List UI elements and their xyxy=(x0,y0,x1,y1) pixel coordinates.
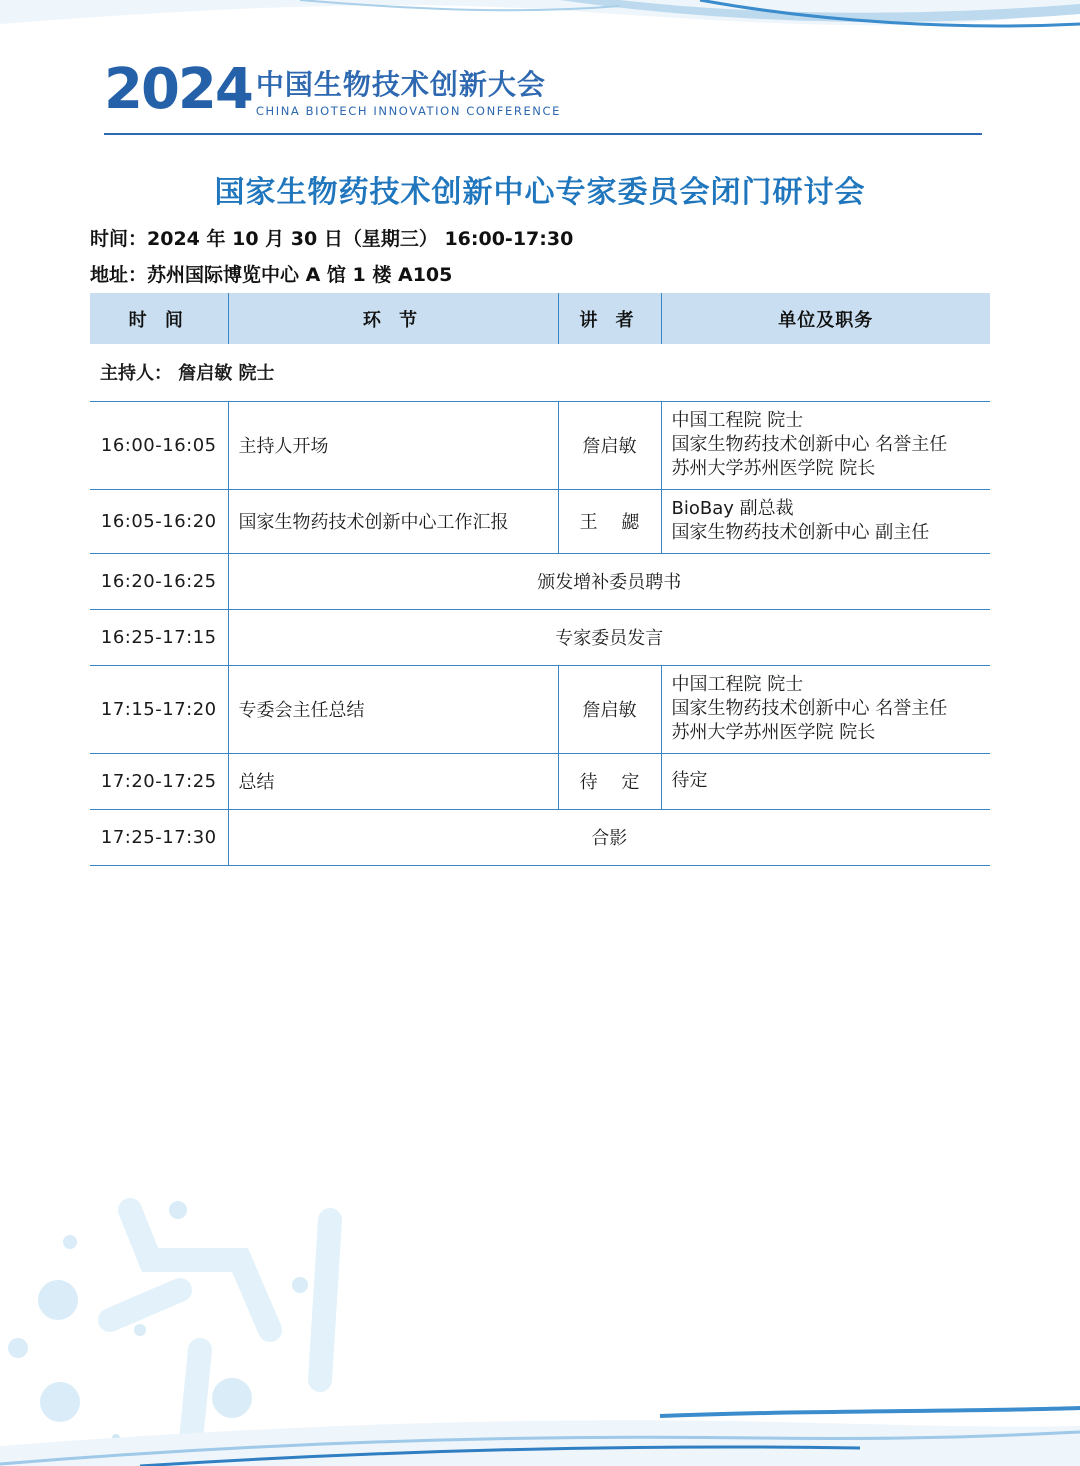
row-time: 16:00-16:05 xyxy=(90,401,228,489)
table-row xyxy=(90,665,990,753)
table-row xyxy=(90,401,990,489)
row-organization xyxy=(661,401,990,489)
org-line: 国家生物药技术创新中心 副主任 xyxy=(671,522,930,543)
header-segment: 环 节 xyxy=(228,293,558,344)
conference-logo xyxy=(104,57,562,122)
logo-text xyxy=(256,70,561,118)
row-segment: 合影 xyxy=(228,809,990,865)
table-header-row xyxy=(90,293,990,344)
row-organization xyxy=(661,753,990,809)
header-time: 时 间 xyxy=(90,293,228,344)
row-segment: 专家委员发言 xyxy=(228,609,990,665)
host-row xyxy=(90,344,990,401)
row-organization xyxy=(661,489,990,553)
top-wave-decoration xyxy=(0,0,1080,60)
org-line: 苏州大学苏州医学院 院长 xyxy=(671,722,876,743)
row-segment: 国家生物药技术创新中心工作汇报 xyxy=(228,489,558,553)
org-line: 苏州大学苏州医学院 院长 xyxy=(671,458,876,479)
row-speaker: 王 勰 xyxy=(558,489,661,553)
row-time: 16:20-16:25 xyxy=(90,553,228,609)
org-line: 中国工程院 院士 xyxy=(671,674,804,695)
logo-title-en: CHINA BIOTECH INNOVATION CONFERENCE xyxy=(255,104,562,118)
header-speaker: 讲 者 xyxy=(558,293,661,344)
row-speaker: 詹启敏 xyxy=(558,665,661,753)
org-line: 国家生物药技术创新中心 名誉主任 xyxy=(671,698,948,719)
table-row xyxy=(90,753,990,809)
row-speaker: 待 定 xyxy=(558,753,661,809)
org-line: BioBay 副总裁 xyxy=(671,498,794,519)
org-line: 国家生物药技术创新中心 名誉主任 xyxy=(671,434,948,455)
table-row xyxy=(90,553,990,609)
header-organization: 单位及职务 xyxy=(661,293,990,344)
org-line: 中国工程院 院士 xyxy=(671,410,804,431)
row-time: 17:25-17:30 xyxy=(90,809,228,865)
row-time: 17:20-17:25 xyxy=(90,753,228,809)
row-time: 17:15-17:20 xyxy=(90,665,228,753)
document-title: 国家生物药技术创新中心专家委员会闭门研讨会 xyxy=(214,175,866,210)
host-label: 主持人： 詹启敏 院士 xyxy=(90,344,990,401)
row-segment: 主持人开场 xyxy=(228,401,558,489)
logo-year: 2024 xyxy=(104,57,252,122)
header-divider xyxy=(104,133,982,135)
table-row xyxy=(90,609,990,665)
row-segment: 总结 xyxy=(228,753,558,809)
row-time: 16:25-17:15 xyxy=(90,609,228,665)
agenda-table xyxy=(90,293,990,866)
bottom-wave-decoration xyxy=(0,1386,1080,1466)
row-time: 16:05-16:20 xyxy=(90,489,228,553)
event-time: 时间：2024 年 10 月 30 日（星期三） 16:00-17:30 xyxy=(90,228,574,250)
table-row xyxy=(90,809,990,865)
event-address: 地址：苏州国际博览中心 A 馆 1 楼 A105 xyxy=(90,264,453,286)
row-organization xyxy=(661,665,990,753)
table-row xyxy=(90,489,990,553)
org-line: 待定 xyxy=(671,770,708,791)
row-segment: 颁发增补委员聘书 xyxy=(228,553,990,609)
row-speaker: 詹启敏 xyxy=(558,401,661,489)
row-segment: 专委会主任总结 xyxy=(228,665,558,753)
molecule-decoration xyxy=(0,1180,420,1466)
logo-title-cn: 中国生物技术创新大会 xyxy=(255,68,546,102)
